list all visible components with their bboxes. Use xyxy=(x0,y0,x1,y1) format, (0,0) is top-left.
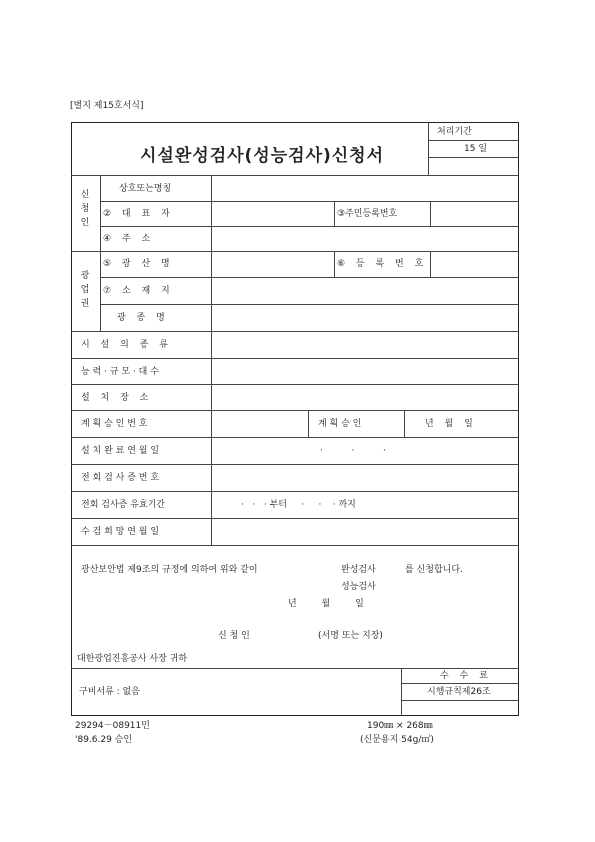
registration-no-label: ⑥ 등 록 번 호 xyxy=(337,259,428,269)
option-performance-inspection: 성능검사 xyxy=(341,582,376,592)
approval-date: '89.6.29 승인 xyxy=(75,735,133,745)
address-label: ④ 주 소 xyxy=(103,234,155,244)
install-location-label: 설 치 장 소 xyxy=(81,393,153,403)
resident-id-label: ③주민등록번호 xyxy=(337,209,398,219)
declaration-suffix: 를 신청합니다. xyxy=(405,565,463,575)
option-completion-inspection: 완성검사 xyxy=(341,565,376,575)
facility-type-label: 시 설 의 종 류 xyxy=(81,340,172,350)
mine-name-label: ⑤ 광 산 명 xyxy=(103,259,174,269)
install-date-value: · · · xyxy=(320,446,386,456)
paper-size: 190㎜ × 268㎜ xyxy=(367,721,433,731)
install-complete-date-label: 설 치 완 료 연 월 일 xyxy=(81,446,160,456)
prev-cert-no-label: 전 회 검 사 증 번 호 xyxy=(81,473,160,483)
mineral-type-label: 광 종 명 xyxy=(117,313,169,323)
name-label: 상호또는명칭 xyxy=(119,184,172,194)
fee-value: 시행규칙제26조 xyxy=(427,687,491,697)
applicant-sign-label: 신 청 인 xyxy=(218,631,250,641)
plan-approval-label: 계 획 승 인 xyxy=(318,419,362,429)
declaration-date: 년 월 일 xyxy=(288,599,364,609)
form-code: 29294－08911민 xyxy=(75,721,150,731)
applicant-group-label: 신청인 xyxy=(80,190,90,228)
required-documents: 구비서류 : 없음 xyxy=(79,687,140,697)
capacity-label: 능 력 · 규 모 · 대 수 xyxy=(81,367,159,377)
mine-location-label: ⑦ 소 재 지 xyxy=(103,286,174,296)
representative-label: ② 대 표 자 xyxy=(103,209,174,219)
plan-date-label: 년 월 일 xyxy=(425,419,477,429)
fee-label: 수 수 료 xyxy=(440,671,492,681)
form-id: [별지 제15호서식] xyxy=(70,101,144,111)
prev-cert-validity-value: · · · 부터 · · · 까지 xyxy=(241,500,356,510)
form-title: 시설완성검사(성능검사)신청서 xyxy=(140,146,385,166)
processing-label: 처리기간 xyxy=(437,127,472,137)
recipient: 대한광업진흥공사 사장 귀하 xyxy=(77,654,188,664)
mining-group-label: 광업권 xyxy=(80,271,90,309)
prev-cert-validity-label: 전회 검사증 유효기간 xyxy=(81,500,165,510)
title-divider xyxy=(428,123,429,175)
plan-approval-no-label: 계 획 승 인 번 호 xyxy=(81,419,148,429)
paper-type: (신문용지 54g/㎡) xyxy=(360,735,434,745)
declaration-text: 광산보안법 제9조의 규정에 의하여 위와 같이 xyxy=(81,565,258,575)
desired-inspection-date-label: 수 검 희 망 연 월 일 xyxy=(81,527,160,537)
processing-value: 15 일 xyxy=(464,144,488,154)
signature-note: (서명 또는 지장) xyxy=(318,631,383,641)
